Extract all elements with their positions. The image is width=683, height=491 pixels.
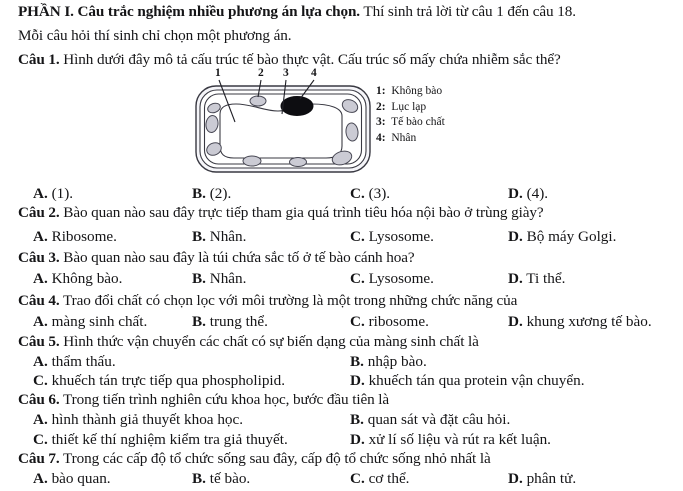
question-stem-2 — [18, 205, 544, 220]
option-3-c[interactable]: C. Lysosome. — [350, 270, 434, 287]
option-5-c[interactable]: C. khuếch tán trực tiếp qua phospholipid. — [33, 372, 286, 389]
legend-item-4 — [376, 131, 445, 147]
option-row-1 — [0, 186, 683, 206]
part-instruction: Mỗi câu hỏi thí sinh chỉ chọn một phương án. — [18, 27, 292, 44]
legend-item-1 — [376, 84, 445, 100]
option-5-d[interactable]: D. khuếch tán qua protein vận chuyển. — [350, 372, 585, 389]
question-text-6: Trong tiến trình nghiên cứu khoa học, bước đầu tiên là — [59, 391, 390, 408]
figure-number-4: 4 — [311, 67, 317, 79]
option-2-a[interactable]: A. Ribosome. — [33, 228, 117, 245]
option-row-7 — [0, 471, 683, 491]
option-1-a[interactable]: A. (1). — [33, 185, 74, 202]
question-text-3: Bào quan nào sau đây là túi chứa sắc tố ở tế bào cánh hoa? — [59, 249, 415, 266]
option-row-5a — [0, 354, 683, 374]
legend-label-2: Lục lạp — [391, 100, 427, 113]
option-1-c[interactable]: C. (3). — [350, 185, 391, 202]
option-row-3 — [0, 271, 683, 291]
option-2-b[interactable]: B. Nhân. — [192, 228, 247, 245]
option-row-4 — [0, 314, 683, 334]
question-label-2: Câu 2. — [18, 204, 60, 221]
option-7-d[interactable]: D. phân tử. — [508, 470, 577, 487]
figure-legend — [376, 84, 445, 146]
question-text-1: Hình dưới đây mô tả cấu trúc tế bào thực vật. Cấu trúc số mấy chứa nhiễm sắc thể? — [59, 51, 561, 68]
figure-number-1: 1 — [215, 67, 221, 79]
option-6-b[interactable]: B. quan sát và đặt câu hỏi. — [350, 411, 511, 428]
question-stem-6 — [18, 392, 389, 407]
question-label-5: Câu 5. — [18, 333, 60, 350]
part-heading-rest: Thí sinh trả lời từ câu 1 đến câu 18. — [360, 3, 576, 20]
part-heading-bold: PHẦN I. Câu trắc nghiệm nhiều phương án lựa chọn. — [18, 3, 360, 20]
legend-item-2 — [376, 100, 445, 116]
question-stem-4 — [18, 293, 517, 308]
option-row-5b — [0, 373, 683, 393]
option-3-a[interactable]: A. Không bào. — [33, 270, 123, 287]
option-3-d[interactable]: D. Ti thể. — [508, 270, 566, 287]
question-stem-5 — [18, 334, 479, 349]
legend-number-1: 1: — [376, 85, 386, 97]
legend-number-3: 3: — [376, 116, 386, 128]
option-1-d[interactable]: D. (4). — [508, 185, 549, 202]
option-7-a[interactable]: A. bào quan. — [33, 470, 111, 487]
question-label-4: Câu 4. — [18, 292, 60, 309]
figure-number-2: 2 — [258, 67, 264, 79]
question-stem-7 — [18, 451, 491, 466]
legend-label-3: Tế bào chất — [391, 116, 445, 128]
legend-label-1: Không bào — [391, 85, 443, 97]
option-5-b[interactable]: B. nhập bào. — [350, 353, 427, 370]
question-text-7: Trong các cấp độ tổ chức sống sau đây, cấp độ tổ chức sống nhỏ nhất là — [59, 450, 491, 467]
legend-item-3 — [376, 115, 445, 131]
option-4-d[interactable]: D. khung xương tế bào. — [508, 313, 652, 330]
question-text-2: Bào quan nào sau đây trực tiếp tham gia quá trình tiêu hóa nội bào ở trùng giày? — [59, 204, 544, 221]
option-5-a[interactable]: A. thẩm thấu. — [33, 353, 116, 370]
option-7-c[interactable]: C. cơ thể. — [350, 470, 410, 487]
question-stem-3 — [18, 250, 415, 265]
option-6-d[interactable]: D. xử lí số liệu và rút ra kết luận. — [350, 431, 551, 448]
option-2-d[interactable]: D. Bộ máy Golgi. — [508, 228, 617, 245]
part-heading — [18, 4, 576, 19]
question-text-5: Hình thức vận chuyển các chất có sự biến dạng của màng sinh chất là — [59, 333, 479, 350]
plant-cell-diagram — [190, 66, 376, 178]
question-label-1: Câu 1. — [18, 51, 60, 68]
option-row-6b — [0, 432, 683, 452]
option-row-2 — [0, 229, 683, 249]
option-4-c[interactable]: C. ribosome. — [350, 313, 429, 330]
question-text-4: Trao đổi chất có chọn lọc với môi trường là một trong những chức năng của — [59, 292, 518, 309]
option-7-b[interactable]: B. tế bào. — [192, 470, 251, 487]
question-label-6: Câu 6. — [18, 391, 60, 408]
legend-number-2: 2: — [376, 100, 386, 113]
option-row-6a — [0, 412, 683, 432]
question-stem-1 — [18, 52, 561, 67]
option-6-c[interactable]: C. thiết kế thí nghiệm kiểm tra giả thuyết. — [33, 431, 288, 448]
option-1-b[interactable]: B. (2). — [192, 185, 232, 202]
option-2-c[interactable]: C. Lysosome. — [350, 228, 434, 245]
question-label-7: Câu 7. — [18, 450, 60, 467]
figure-number-3: 3 — [283, 67, 289, 79]
option-4-a[interactable]: A. màng sinh chất. — [33, 313, 148, 330]
option-3-b[interactable]: B. Nhân. — [192, 270, 247, 287]
legend-label-4: Nhân — [391, 131, 417, 144]
question-label-3: Câu 3. — [18, 249, 60, 266]
legend-number-4: 4: — [376, 131, 386, 144]
option-4-b[interactable]: B. trung thể. — [192, 313, 268, 330]
option-6-a[interactable]: A. hình thành giả thuyết khoa học. — [33, 411, 244, 428]
plant-cell-figure — [190, 66, 500, 178]
